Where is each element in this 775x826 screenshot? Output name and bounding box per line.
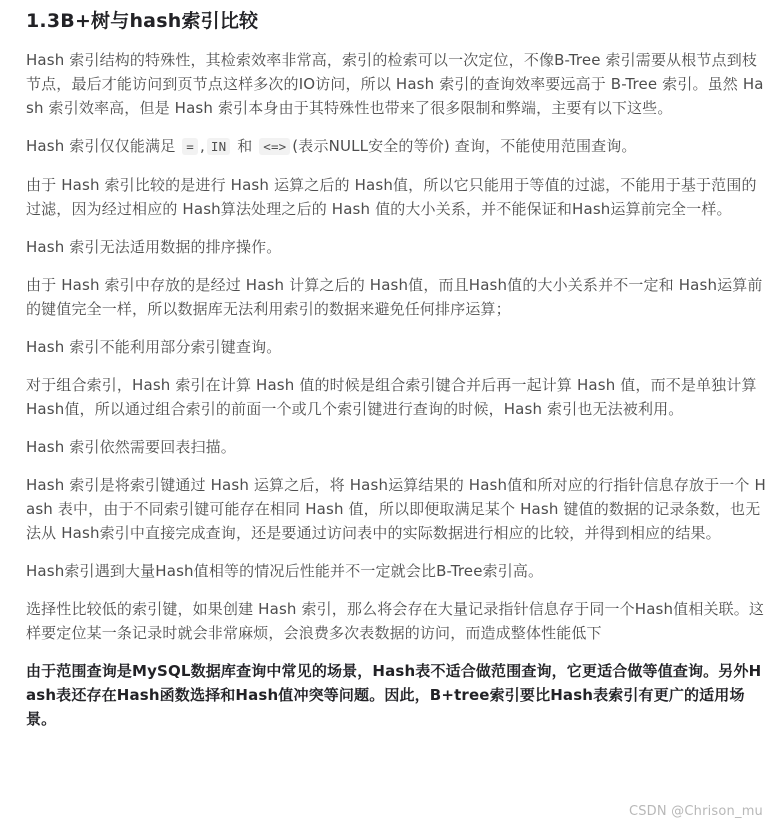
limit-equality-detail: 由于 Hash 索引比较的是进行 Hash 运算之后的 Hash值，所以它只能用于等值的过滤，不能用于基于范围的过滤，因为经过相应的 Hash算法处理之后的 Hash 值的大小关系，并不能保证和Hash运算前完全一样。 (26, 176, 757, 218)
code-equals: = (182, 138, 198, 155)
code-in: IN (207, 138, 230, 155)
limit-partial-key-detail: 对于组合索引，Hash 索引在计算 Hash 值的时候是组合索引键合并后再一起计算 Hash 值，而不是单独计算 Hash值，所以通过组合索引的前面一个或几个索引键进行查询的时候，Hash 索引也无法被利用。 (26, 376, 757, 418)
limit-table-lookup-detail: Hash 索引是将索引键通过 Hash 运算之后，将 Hash运算结果的 Hash值和所对应的行指针信息存放于一个 Hash 表中，由于不同索引键可能存在相同 Hash 值，所以即便取满足某个 Hash 键值的数据的记录条数，也无法从 Hash索引中直接完成查询，还是要通过访问表中的实际数据进行相应的比较，并得到相应的结果。 (26, 476, 766, 542)
limit-equality-sep2: 和 (237, 137, 253, 155)
limit-hash-collision: Hash索引遇到大量Hash值相等的情况后性能并不一定就会比B-Tree索引高。 (26, 562, 544, 580)
intro-paragraph: Hash 索引结构的特殊性，其检索效率非常高，索引的检索可以一次定位，不像B-Tree 索引需要从根节点到枝节点，最后才能访问到页节点这样多次的IO访问，所以 Hash 索引的查询效率要远高于 B-Tree 索引。虽然 Hash 索引效率高，但是 Hash 索引本身由于其特殊性也带来了很多限制和弊端，主要有以下这些。 (26, 51, 764, 117)
limit-partial-key: Hash 索引不能利用部分索引键查询。 (26, 338, 282, 356)
limit-equality-only (26, 134, 768, 159)
code-null-safe-equal: <=> (259, 138, 290, 155)
section-title: 1.3B+树与hash索引比较 (26, 10, 259, 32)
limit-equality-prefix: Hash 索引仅仅能满足 (26, 137, 176, 155)
conclusion-paragraph: 由于范围查询是MySQL数据库查询中常见的场景，Hash表不适合做范围查询，它更适合做等值查询。另外Hash表还存在Hash函数选择和Hash值冲突等问题。因此，B+tree索引要比Hash表索引有更广的适用场景。 (26, 662, 762, 728)
article-body (26, 0, 768, 731)
limit-table-lookup: Hash 索引依然需要回表扫描。 (26, 438, 236, 456)
limit-hash-collision-detail: 选择性比较低的索引键，如果创建 Hash 索引，那么将会存在大量记录指针信息存于同一个Hash值相关联。这样要定位某一条记录时就会非常麻烦，会浪费多次表数据的访问，而造成整体性能低下 (26, 600, 765, 642)
limit-no-sort-detail: 由于 Hash 索引中存放的是经过 Hash 计算之后的 Hash值，而且Hash值的大小关系并不一定和 Hash运算前的键值完全一样，所以数据库无法利用索引的数据来避免任何排序运算； (26, 276, 763, 318)
limit-no-sort: Hash 索引无法适用数据的排序操作。 (26, 238, 282, 256)
limit-equality-suffix: (表示NULL安全的等价) 查询，不能使用范围查询。 (292, 137, 637, 155)
csdn-watermark: CSDN @Chrison_mu (628, 804, 763, 819)
limit-equality-sep1: , (199, 137, 205, 155)
